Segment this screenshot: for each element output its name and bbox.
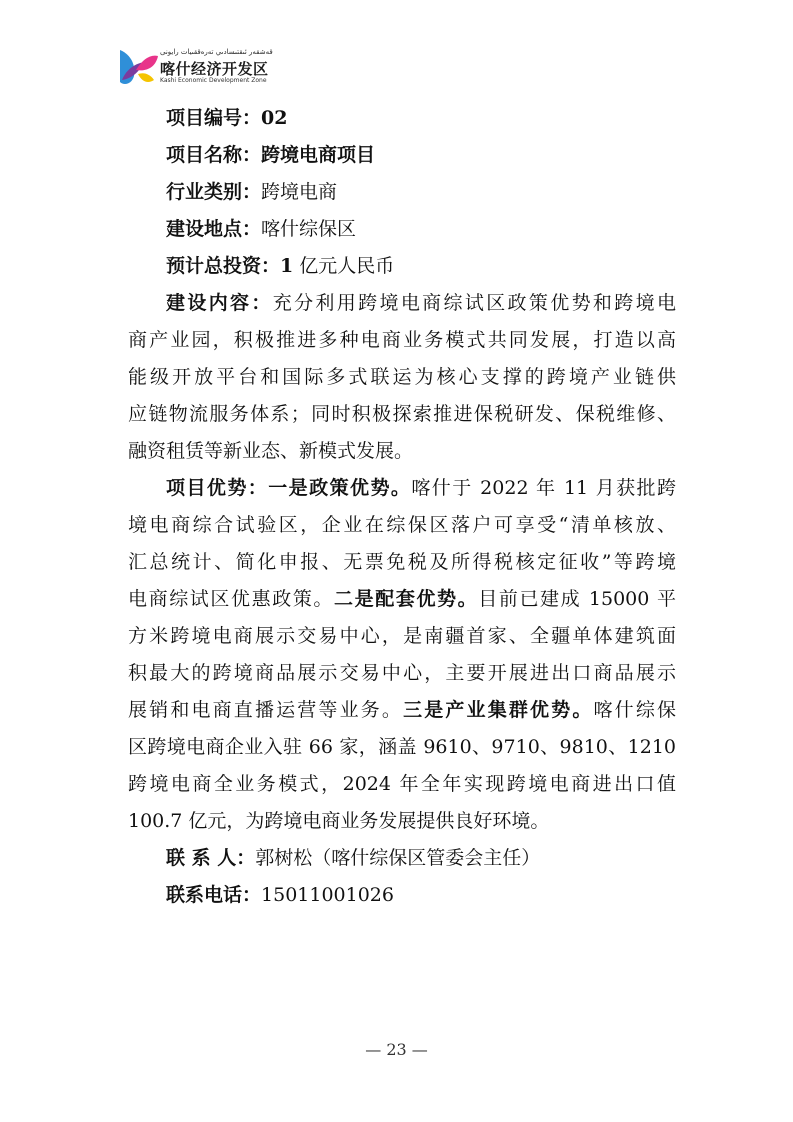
construction-text-1: 充分利用跨境电商综试区政策优势和跨境电	[272, 292, 676, 314]
advantage-line-10: 100.7 亿元，为跨境电商业务发展提供良好环境。	[128, 810, 550, 832]
advantage-line-5: 方米跨境电商展示交易中心，是南疆首家、全疆单体建筑面	[128, 625, 676, 647]
advantage-text-1: 喀什于 2022 年 11 月获批跨	[411, 477, 676, 499]
advantage-line-7	[128, 692, 676, 729]
advantage-line-1	[128, 470, 676, 507]
project-name-value: 跨境电商项目	[261, 144, 376, 166]
advantage-text-4b: 目前已建成 15000 平	[478, 588, 676, 610]
industry-category	[128, 174, 676, 211]
contact-person	[128, 840, 676, 877]
kashi-logo-icon	[116, 46, 160, 90]
construction-content	[128, 285, 676, 470]
page-number: — 23 —	[365, 1040, 428, 1059]
advantage-text-4: 电商综试区优惠政策。	[128, 588, 335, 610]
project-document	[128, 100, 676, 914]
project-number	[128, 100, 676, 137]
kashi-logo	[116, 46, 276, 90]
location-label: 建设地点：	[166, 218, 262, 240]
contact-phone-label: 联系电话：	[166, 884, 262, 906]
advantage-heading-support: 二是配套优势。	[334, 588, 479, 610]
contact-phone-value: 15011001026	[261, 884, 394, 906]
contact-person-value: 郭树松（喀什综保区管委会主任）	[255, 847, 541, 869]
construction-line-5: 融资租赁等新业态、新模式发展。	[128, 440, 414, 462]
advantage-line-6: 积最大的跨境商品展示交易中心，主要开展进出口商品展示	[128, 662, 676, 684]
advantage-line-8: 区跨境电商企业入驻 66 家，涵盖 9610、9710、9810、1210	[128, 736, 676, 758]
construction-location	[128, 211, 676, 248]
investment-amount: 1	[280, 255, 294, 277]
industry-label: 行业类别：	[166, 181, 262, 203]
construction-line-3: 能级开放平台和国际多式联运为核心支撑的跨境产业链供	[128, 366, 676, 388]
logo-chinese-name: 喀什经济开发区	[160, 60, 269, 78]
location-value: 喀什综保区	[261, 218, 357, 240]
construction-line-1	[128, 285, 676, 322]
advantage-text-7: 展销和电商直播运营等业务。	[128, 699, 404, 721]
logo-english-name: Kashi Economic Development Zone	[160, 77, 267, 84]
project-number-value: 02	[261, 107, 288, 129]
construction-line-4: 应链物流服务体系；同时积极探索推进保税研发、保税维修、	[128, 403, 676, 425]
project-advantages	[128, 470, 676, 840]
project-number-label: 项目编号：	[166, 107, 262, 129]
investment-unit: 亿元人民币	[293, 255, 395, 277]
construction-label: 建设内容：	[166, 292, 273, 314]
contact-phone	[128, 877, 676, 914]
advantage-heading-cluster: 三是产业集群优势。	[403, 699, 594, 721]
advantages-label: 项目优势：	[166, 477, 269, 499]
advantage-line-9: 跨境电商全业务模式，2024 年全年实现跨境电商进出口值	[128, 773, 676, 795]
advantage-line-2: 境电商综合试验区，企业在综保区落户可享受“清单核放、	[128, 514, 676, 536]
advantage-text-7b: 喀什综保	[593, 699, 676, 721]
industry-value: 跨境电商	[261, 181, 338, 203]
project-name	[128, 137, 676, 174]
contact-person-label: 联 系 人：	[166, 847, 256, 869]
project-name-label: 项目名称：	[166, 144, 262, 166]
advantage-heading-policy: 一是政策优势。	[268, 477, 412, 499]
advantage-line-4	[128, 581, 676, 618]
construction-line-2: 商产业园，积极推进多种电商业务模式共同发展，打造以高	[128, 329, 676, 351]
total-investment	[128, 248, 676, 285]
investment-label: 预计总投资：	[166, 255, 281, 277]
advantage-line-3: 汇总统计、简化申报、无票免税及所得税核定征收”等跨境	[128, 551, 676, 573]
logo-uyghur-text: قەشقەر ئىقتىسادىي تەرەققىيات رايونى	[160, 48, 273, 56]
